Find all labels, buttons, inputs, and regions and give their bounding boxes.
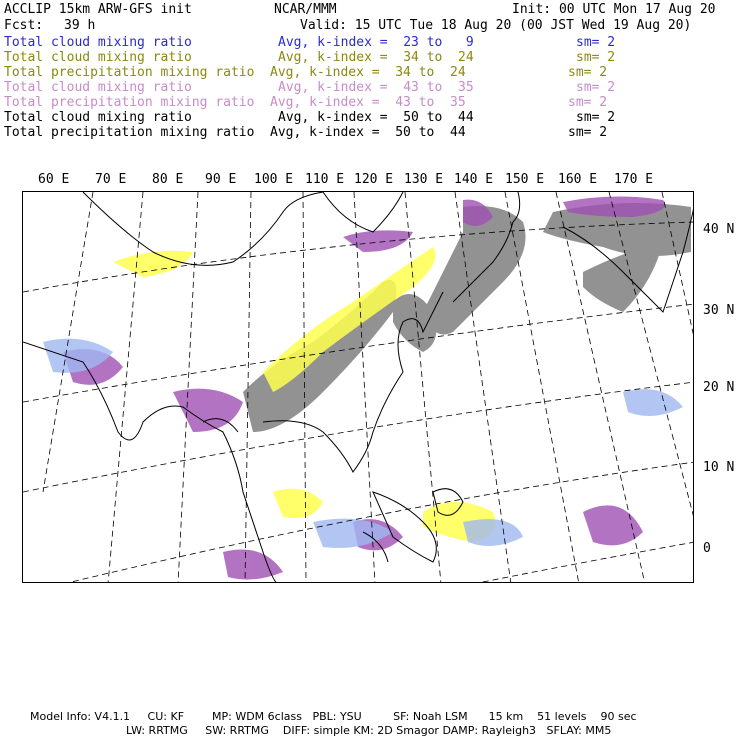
legend-name: Total cloud mixing ratio xyxy=(4,35,192,50)
lon-label: 110 E xyxy=(305,172,345,187)
gray-cloud-field xyxy=(243,203,691,432)
fcst-value: 39 h xyxy=(64,18,96,33)
legend-name: Total cloud mixing ratio xyxy=(4,80,192,95)
model-info-line1: Model Info: V4.1.1 CU: KF MP: WDM 6class PBL: YSU SF: Noah LSM 15 km 51 levels 90 sec xyxy=(30,710,637,723)
legend-sm: sm= 2 xyxy=(576,110,616,125)
lon-label: 90 E xyxy=(205,172,237,187)
legend-name: Total cloud mixing ratio xyxy=(4,50,192,65)
legend-sm: sm= 2 xyxy=(568,65,608,80)
lon-label: 140 E xyxy=(454,172,494,187)
legend-sm: sm= 2 xyxy=(576,50,616,65)
fcst-label: Fcst: xyxy=(4,18,44,33)
legend-avg: Avg, k-index = 43 to 35 xyxy=(278,80,474,95)
lon-label: 150 E xyxy=(505,172,545,187)
model-info-line2: LW: RRTMG SW: RRTMG DIFF: simple KM: 2D Smagor DAMP: Rayleigh3 SFLAY: MM5 xyxy=(126,724,612,737)
lat-label: 30 N xyxy=(703,303,735,318)
legend-avg: Avg, k-index = 34 to 24 xyxy=(278,50,474,65)
lon-label: 70 E xyxy=(95,172,127,187)
lon-label: 130 E xyxy=(404,172,444,187)
map-panel xyxy=(22,191,694,583)
lat-label: 20 N xyxy=(703,380,735,395)
lon-label: 160 E xyxy=(558,172,598,187)
legend-name: Total precipitation mixing ratio xyxy=(4,125,255,140)
lon-label: 120 E xyxy=(354,172,394,187)
lon-label: 170 E xyxy=(614,172,654,187)
lat-label: 10 N xyxy=(703,460,735,475)
lat-label: 0 xyxy=(703,541,711,556)
init-time: Init: 00 UTC Mon 17 Aug 20 xyxy=(512,2,716,17)
legend-avg: Avg, k-index = 23 to 9 xyxy=(278,35,474,50)
legend-avg: Avg, k-index = 50 to 44 xyxy=(278,110,474,125)
map-canvas xyxy=(23,192,694,583)
legend-avg: Avg, k-index = 34 to 24 xyxy=(270,65,466,80)
center-title: NCAR/MMM xyxy=(274,2,337,17)
valid-time: Valid: 15 UTC Tue 18 Aug 20 (00 JST Wed 19 Aug 20) xyxy=(300,18,692,33)
legend-name: Total cloud mixing ratio xyxy=(4,110,192,125)
lat-label: 40 N xyxy=(703,222,735,237)
legend-sm: sm= 2 xyxy=(576,35,616,50)
lon-label: 60 E xyxy=(38,172,70,187)
legend-name: Total precipitation mixing ratio xyxy=(4,65,255,80)
legend-sm: sm= 2 xyxy=(576,80,616,95)
legend-sm: sm= 2 xyxy=(568,125,608,140)
lon-label: 100 E xyxy=(254,172,294,187)
legend-avg: Avg, k-index = 43 to 35 xyxy=(270,95,466,110)
legend-avg: Avg, k-index = 50 to 44 xyxy=(270,125,466,140)
lon-label: 80 E xyxy=(152,172,184,187)
legend-name: Total precipitation mixing ratio xyxy=(4,95,255,110)
legend-sm: sm= 2 xyxy=(568,95,608,110)
run-title: ACCLIP 15km ARW-GFS init xyxy=(4,2,192,17)
